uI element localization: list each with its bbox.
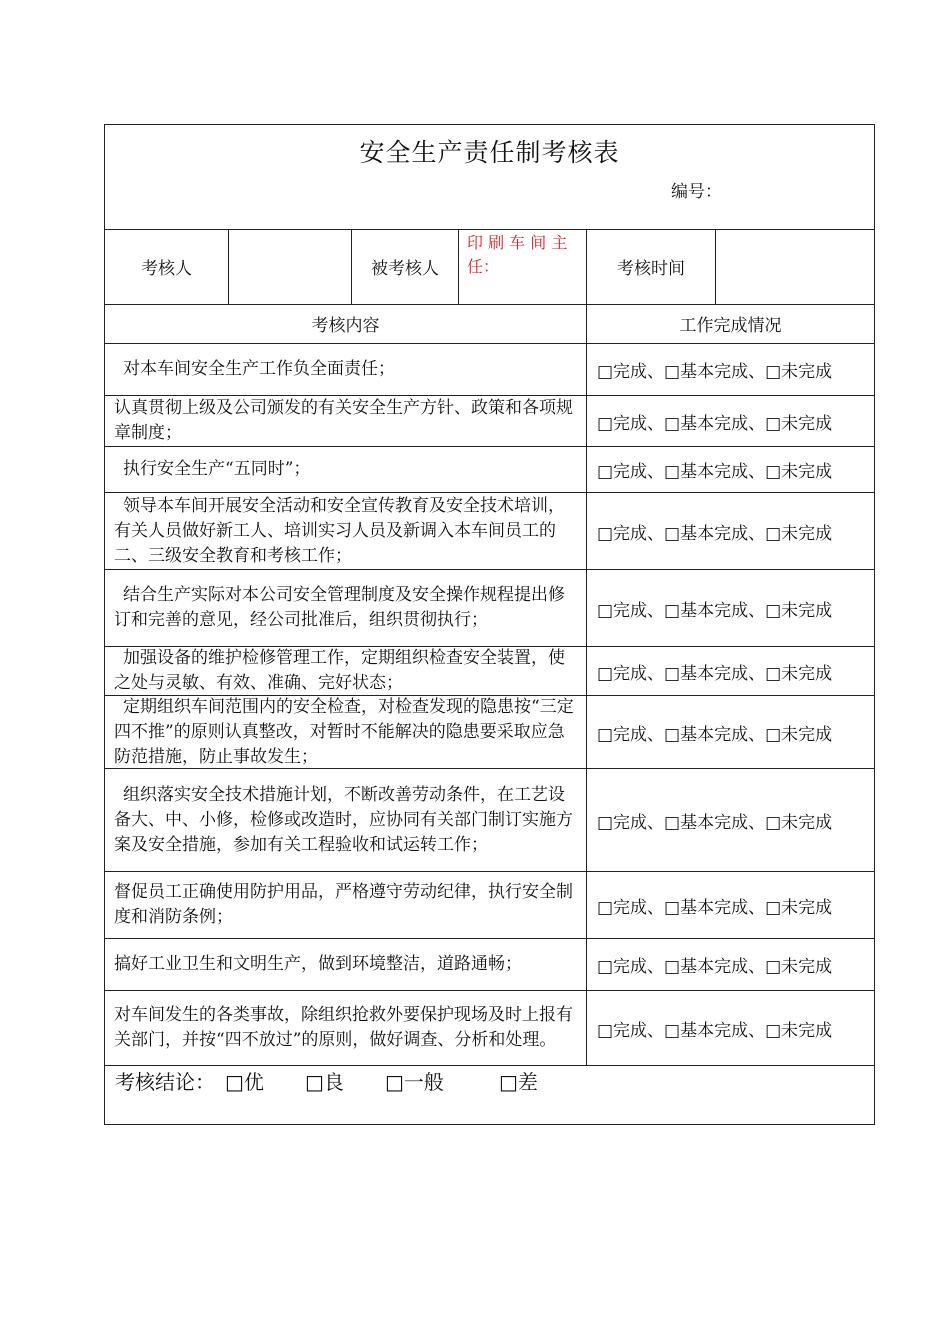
item-status-options[interactable]: □完成、□基本完成、□未完成: [597, 957, 833, 977]
status-column-header: 工作完成情况: [679, 316, 782, 336]
item-text: 结合生产实际对本公司安全管理制度及安全操作规程提出修订和完善的意见，经公司批准后，组织贯彻执行；: [105, 570, 587, 646]
item-status-options[interactable]: □完成、□基本完成、□未完成: [597, 812, 833, 833]
examiner-label: 考核人: [105, 229, 229, 304]
list-item: [105, 570, 874, 647]
item-text: 督促员工正确使用防护用品，严格遵守劳动纪律，执行安全制度和消防条例；: [105, 872, 587, 938]
item-status-options[interactable]: □完成、□基本完成、□未完成: [597, 724, 833, 745]
item-status-options[interactable]: □完成、□基本完成、□未完成: [597, 413, 833, 434]
item-text: 组织落实安全技术措施计划，不断改善劳动条件，在工艺设备大、中、小修，检修或改造时，应协同有关部门制订实施方案及安全措施，参加有关工程验收和试运转工作；: [105, 769, 587, 871]
date-label: 考核时间: [587, 229, 716, 304]
list-item: [105, 447, 874, 493]
examinee-label: 被考核人: [352, 229, 459, 304]
item-status-options[interactable]: □完成、□基本完成、□未完成: [597, 663, 833, 684]
column-header-row: [105, 304, 874, 344]
content-column-header: 考核内容: [105, 304, 587, 343]
list-item: [105, 493, 874, 570]
item-text: 对车间发生的各类事故，除组织抢救外要保护现场及时上报有关部门，并按“四不放过”的原则，做好调查、分析和处理。: [105, 991, 587, 1065]
list-item: [105, 939, 874, 991]
list-item: [105, 872, 874, 939]
item-status-options[interactable]: □完成、□基本完成、□未完成: [597, 523, 833, 544]
date-field[interactable]: [716, 229, 874, 304]
option-average[interactable]: □一般: [385, 1070, 444, 1094]
list-item: [105, 396, 874, 447]
option-good[interactable]: □良: [305, 1070, 344, 1094]
assessment-form: [104, 124, 875, 1125]
list-item: [105, 991, 874, 1066]
examinee-field[interactable]: 印 刷 车 间 主 任：: [459, 229, 587, 304]
serial-number-label: 编号：: [671, 182, 722, 202]
item-status-options[interactable]: □完成、□基本完成、□未完成: [597, 1020, 833, 1041]
item-text: 对本车间安全生产工作负全面责任；: [105, 343, 587, 395]
item-text: 领导本车间开展安全活动和安全宣传教育及安全技术培训，有关人员做好新工人、培训实习人员及新调入本车间员工的二、三级安全教育和考核工作；: [105, 493, 587, 569]
item-text: 执行安全生产“五同时”；: [105, 447, 587, 492]
conclusion-section: [105, 1066, 874, 1124]
info-row: [105, 229, 874, 305]
list-item: [105, 343, 874, 396]
item-status-options[interactable]: □完成、□基本完成、□未完成: [597, 897, 833, 918]
form-title: 安全生产责任制考核表: [359, 138, 620, 167]
list-item: [105, 647, 874, 696]
option-excellent[interactable]: □优: [225, 1070, 264, 1094]
examiner-field[interactable]: [229, 229, 352, 304]
form-header: [105, 125, 874, 230]
item-status-options[interactable]: □完成、□基本完成、□未完成: [597, 600, 833, 621]
item-text: 搞好工业卫生和文明生产，做到环境整洁，道路通畅；: [105, 939, 587, 990]
list-item: [105, 769, 874, 872]
item-status-options[interactable]: □完成、□基本完成、□未完成: [597, 361, 833, 382]
list-item: [105, 696, 874, 769]
option-poor[interactable]: □差: [499, 1070, 538, 1094]
item-text: 定期组织车间范围内的安全检查，对检查发现的隐患按“三定四不推”的原则认真整改，对暂时不能解决的隐患要采取应急防范措施，防止事故发生；: [105, 696, 587, 768]
item-text: 加强设备的维护检修管理工作，定期组织检查安全装置，使之处与灵敏、有效、准确、完好状态；: [105, 647, 587, 695]
item-status-options[interactable]: □完成、□基本完成、□未完成: [597, 462, 833, 482]
conclusion-label: 考核结论：: [115, 1070, 215, 1094]
item-text: 认真贯彻上级及公司颁发的有关安全生产方针、政策和各项规章制度；: [105, 396, 587, 446]
